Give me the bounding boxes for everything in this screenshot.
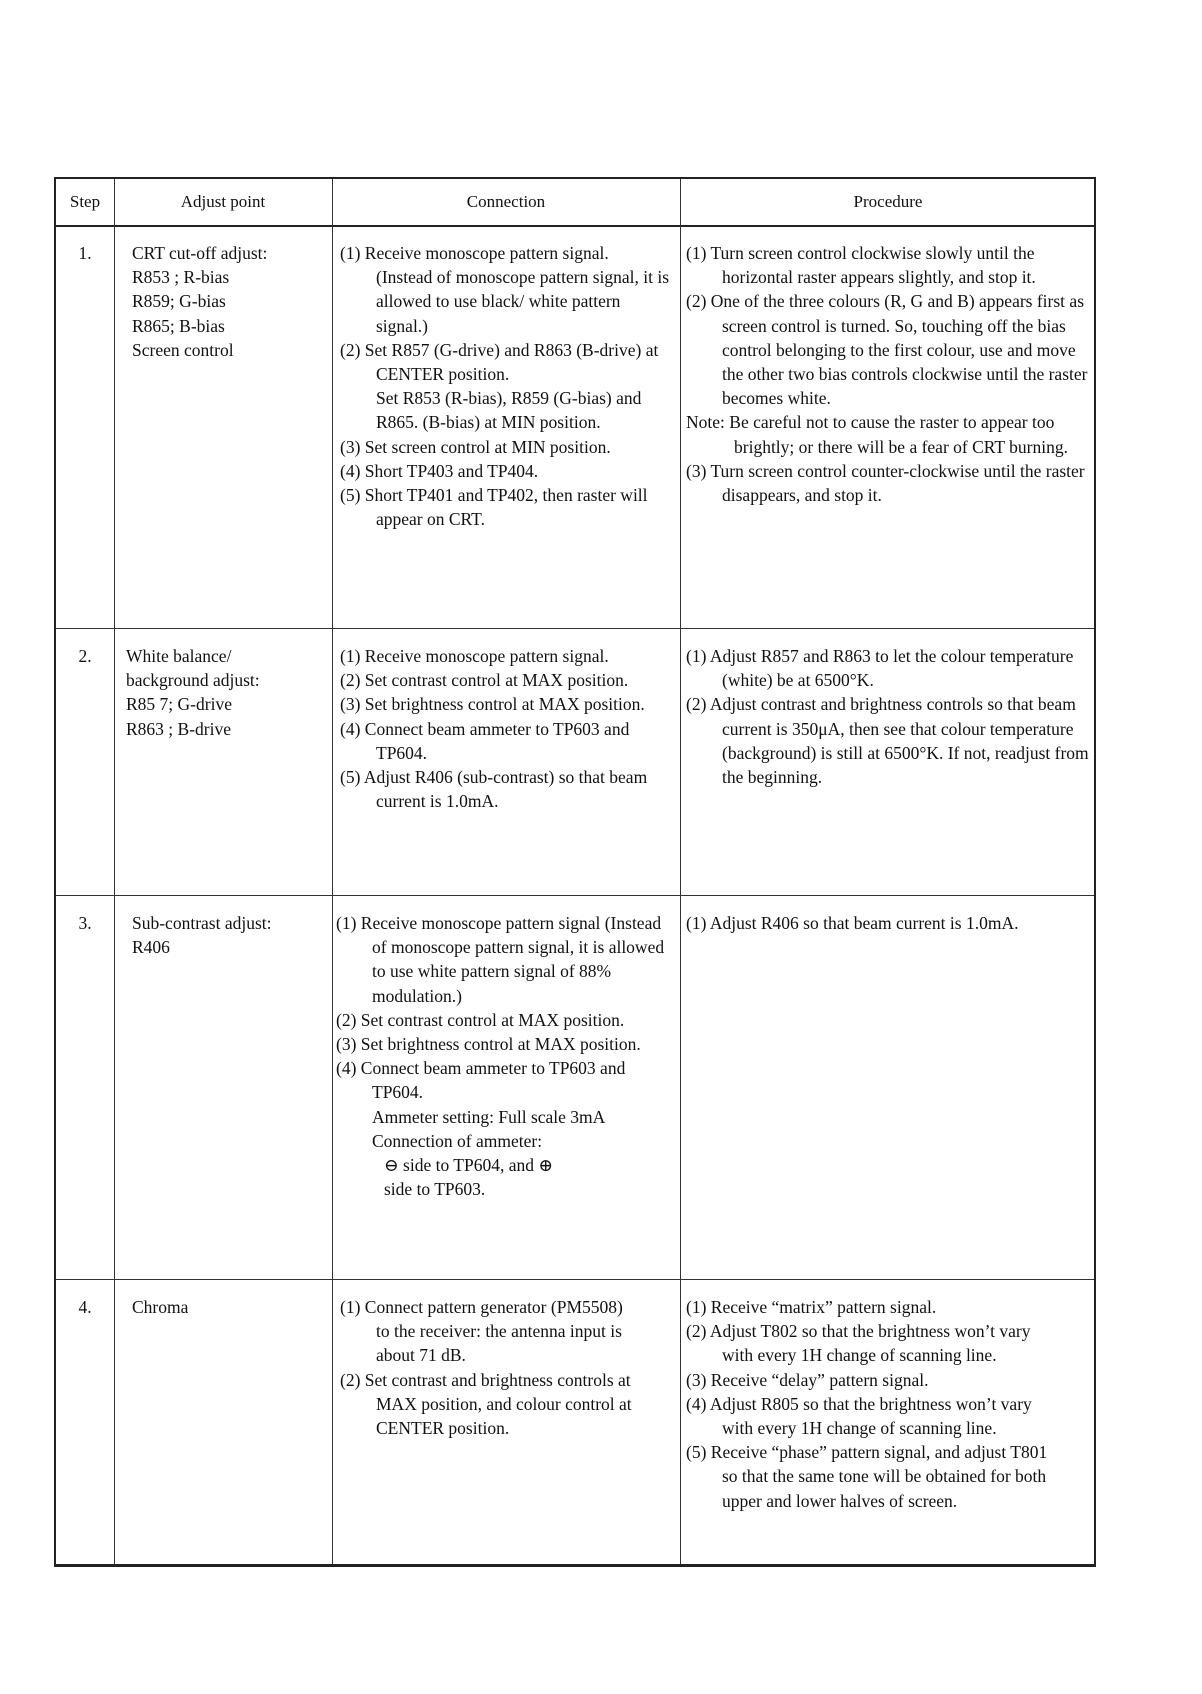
- table-row: [56, 897, 1094, 1279]
- adjust-line: R85 7; G-drive: [126, 694, 232, 715]
- procedure-steps: [686, 227, 1092, 507]
- connection-item: (1) Receive monoscope pattern signal (Instead of monoscope pattern signal, it is allowed to use white pattern signal of 88% modulation.): [336, 913, 665, 1006]
- procedure-note: Note: Be careful not to cause the raster to appear too brightly; or there will be a fear of CRT burning.: [686, 412, 1068, 457]
- table-row: [56, 1281, 1094, 1567]
- adjust-line: White balance/: [126, 646, 232, 666]
- connection-item: (3) Set brightness control at MAX position.: [340, 694, 645, 715]
- adjust-point: [132, 897, 322, 959]
- procedure-item: (3) Turn screen control counter-clockwise until the raster disappears, and stop it.: [686, 460, 1085, 506]
- connection-item: (3) Set brightness control at MAX position.: [336, 1034, 641, 1055]
- row-divider: [56, 895, 1094, 896]
- connection-item: (1) Receive monoscope pattern signal.: [340, 646, 609, 666]
- adjust-point: [132, 227, 322, 362]
- connection-item: (1) Connect pattern generator (PM5508) to the receiver: the antenna input is about 71 dB.: [340, 1297, 623, 1366]
- connection-item: (4) Short TP403 and TP404.: [340, 460, 539, 481]
- procedure-steps: [686, 630, 1092, 789]
- connection-item: Connection of ammeter:: [372, 1130, 543, 1151]
- row-divider: [56, 1279, 1094, 1280]
- connection-steps: [340, 227, 670, 531]
- procedure-item: (1) Receive “matrix” pattern signal.: [686, 1297, 937, 1317]
- header-procedure: Procedure: [853, 192, 923, 211]
- connection-item: (1) Receive monoscope pattern signal.: [340, 243, 609, 263]
- adjust-line: CRT cut-off adjust:: [132, 243, 268, 263]
- table-header: [56, 179, 1094, 227]
- connection-item: (2) Set contrast control at MAX position.: [340, 670, 629, 691]
- step-number: 3.: [78, 913, 92, 933]
- procedure-steps: [686, 1281, 1056, 1513]
- procedure-item: (1) Adjust R857 and R863 to let the colour temperature (white) be at 6500°K.: [686, 646, 1074, 691]
- adjust-line: background adjust:: [126, 670, 260, 691]
- connection-item: Set R853 (R-bias), R859 (G-bias) and R865. (B-bias) at MIN position.: [376, 388, 642, 433]
- adjust-point: [132, 1281, 322, 1319]
- header-step: Step: [69, 192, 101, 211]
- connection-item: (Instead of monoscope pattern signal, it is allowed to use black/ white pattern signal.): [376, 267, 670, 336]
- adjust-line: R853 ; R-bias: [132, 267, 230, 288]
- adjust-point: [126, 630, 316, 741]
- procedure-item: (4) Adjust R805 so that the brightness won’t vary with every 1H change of scanning line.: [686, 1393, 1032, 1439]
- procedure-item: (2) One of the three colours (R, G and B) appears first as screen control is turned. So, touching off the bias control belonging to the first colour, use and move the other two bias controls clockwise until the raster becomes white.: [686, 291, 1088, 409]
- connection-steps: [336, 897, 672, 1201]
- adjust-line: Sub-contrast adjust:: [132, 913, 272, 933]
- step-number: 1.: [78, 243, 92, 263]
- adjust-line: R859; G-bias: [132, 291, 226, 312]
- connection-item: (4) Connect beam ammeter to TP603 and TP604.: [340, 718, 630, 763]
- table-row: [56, 630, 1094, 895]
- connection-steps: [340, 1281, 640, 1440]
- procedure-item: (1) Turn screen control clockwise slowly until the horizontal raster appears slightly, and stop it.: [686, 243, 1036, 288]
- table-row: [56, 227, 1094, 628]
- connection-item: ⊖ side to TP604, and ⊕ side to TP603.: [384, 1155, 554, 1200]
- procedure-item: (5) Receive “phase” pattern signal, and adjust T801 so that the same tone will be obtained for both upper and lower halves of screen.: [686, 1442, 1048, 1511]
- header-adjust-point: Adjust point: [180, 192, 266, 211]
- step-number: 2.: [78, 646, 92, 666]
- procedure-item: (2) Adjust contrast and brightness controls so that beam current is 350μA, then see that colour temperature (background) is still at 6500°K. If not, readjust from the beginning.: [686, 694, 1089, 788]
- connection-item: (3) Set screen control at MIN position.: [340, 436, 611, 457]
- connection-item: Ammeter setting: Full scale 3mA: [372, 1106, 606, 1127]
- connection-item: (5) Short TP401 and TP402, then raster will appear on CRT.: [340, 485, 648, 530]
- procedure-item: (1) Adjust R406 so that beam current is 1.0mA.: [686, 913, 1019, 933]
- procedure-item: (3) Receive “delay” pattern signal.: [686, 1369, 929, 1390]
- adjust-line: R406: [132, 937, 170, 958]
- connection-item: (2) Set R857 (G-drive) and R863 (B-drive) at CENTER position.: [340, 339, 659, 385]
- connection-steps: [340, 630, 670, 813]
- connection-item: (2) Set contrast control at MAX position.: [336, 1009, 625, 1030]
- connection-item: (2) Set contrast and brightness controls at MAX position, and colour control at CENTER position.: [340, 1369, 632, 1439]
- header-connection: Connection: [466, 192, 546, 211]
- adjustment-table: [54, 177, 1096, 1567]
- adjust-line: Chroma: [132, 1297, 189, 1317]
- connection-item: (5) Adjust R406 (sub-contrast) so that beam current is 1.0mA.: [340, 767, 648, 812]
- connection-item: (4) Connect beam ammeter to TP603 and TP604.: [336, 1058, 626, 1103]
- procedure-item: (2) Adjust T802 so that the brightness won’t vary with every 1H change of scanning line.: [686, 1321, 1031, 1366]
- procedure-steps: [686, 897, 1092, 935]
- row-divider: [56, 628, 1094, 629]
- step-number: 4.: [78, 1297, 92, 1317]
- adjust-line: Screen control: [132, 339, 234, 360]
- adjust-line: R865; B-bias: [132, 315, 225, 336]
- adjust-line: R863 ; B-drive: [126, 718, 231, 739]
